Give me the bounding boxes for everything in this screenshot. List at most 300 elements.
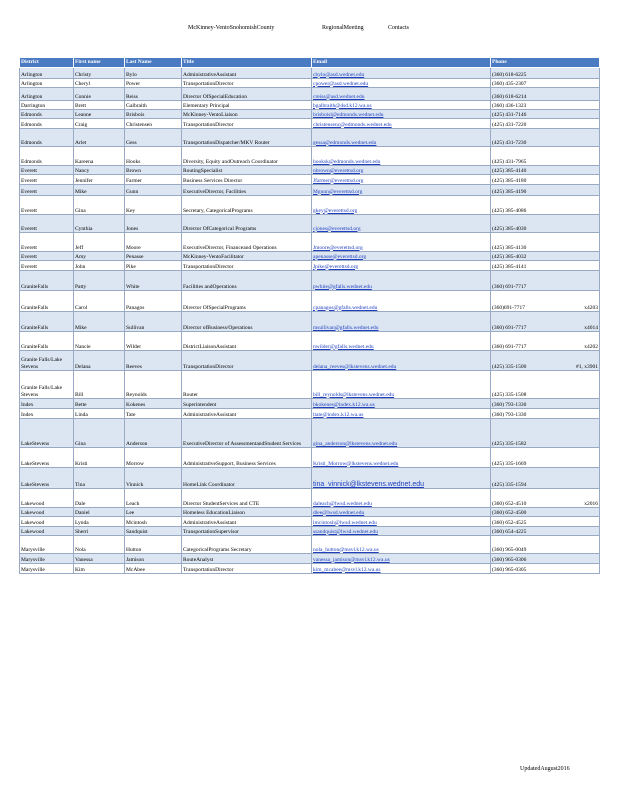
cell-email[interactable] bbox=[312, 252, 491, 261]
cell-email[interactable] bbox=[312, 119, 491, 129]
phone-number: (425) 385-4180 bbox=[492, 177, 527, 184]
cell-district: Everett bbox=[20, 252, 74, 261]
cell-last-name: Anderson bbox=[125, 419, 182, 448]
cell-title: RouteAnalyst bbox=[182, 554, 312, 564]
cell-email[interactable] bbox=[312, 79, 491, 88]
cell-last-name: Reiss bbox=[125, 88, 182, 101]
table-row bbox=[20, 175, 600, 185]
table-row bbox=[20, 554, 600, 564]
phone-number: (360) 793-1330 bbox=[492, 401, 527, 408]
cell-email[interactable] bbox=[312, 261, 491, 271]
table-row bbox=[20, 79, 600, 88]
cell-first-name: Nancy bbox=[74, 166, 125, 175]
cell-last-name: Sandquist bbox=[125, 527, 182, 536]
cell-first-name: Craig bbox=[74, 119, 125, 129]
phone-number: (360) 793-1330 bbox=[492, 411, 527, 418]
phone-number: (360) 618-6214 bbox=[492, 93, 527, 100]
cell-last-name: Gunn bbox=[125, 185, 182, 196]
phone-extension: x4203 bbox=[584, 304, 598, 311]
column-header-email: Email bbox=[312, 58, 491, 68]
cell-district: Everett bbox=[20, 196, 74, 215]
cell-email[interactable] bbox=[312, 196, 491, 215]
cell-title: Director OfCategorical Programs bbox=[182, 215, 312, 233]
phone-number: (425) 385-4032 bbox=[492, 253, 527, 260]
table-row bbox=[20, 233, 600, 252]
email-link[interactable]: lmcintosh@lwsd.wednet.edu bbox=[313, 519, 377, 526]
email-link[interactable]: brisboisl@edmonds.wednet.edu bbox=[313, 111, 384, 118]
cell-email[interactable] bbox=[312, 527, 491, 536]
cell-phone bbox=[491, 564, 600, 574]
table-row bbox=[20, 147, 600, 166]
cell-email[interactable] bbox=[312, 399, 491, 409]
cell-email[interactable] bbox=[312, 271, 491, 291]
cell-last-name: Gess bbox=[125, 129, 182, 147]
cell-email[interactable] bbox=[312, 175, 491, 185]
cell-district: Edmonds bbox=[20, 119, 74, 129]
phone-number: (425) 335-1508 bbox=[492, 391, 527, 398]
cell-first-name: Tina bbox=[74, 468, 125, 489]
cell-email[interactable] bbox=[312, 554, 491, 564]
column-header-phone: Phone bbox=[491, 58, 600, 68]
cell-title: TransportationDirector bbox=[182, 119, 312, 129]
cell-phone bbox=[491, 119, 600, 129]
cell-first-name: Kristi bbox=[74, 448, 125, 468]
email-link[interactable]: ltate@index.k12.wa.us bbox=[313, 411, 364, 418]
cell-email[interactable] bbox=[312, 101, 491, 110]
cell-first-name: Patty bbox=[74, 271, 125, 291]
cell-email[interactable] bbox=[312, 468, 491, 489]
table-row bbox=[20, 332, 600, 351]
email-link[interactable]: gessa@edmonds.wednet.edu bbox=[313, 139, 377, 146]
cell-email[interactable] bbox=[312, 409, 491, 419]
cell-phone bbox=[491, 554, 600, 564]
cell-phone bbox=[491, 527, 600, 536]
cell-last-name: Galbraith bbox=[125, 101, 182, 110]
cell-phone bbox=[491, 371, 600, 399]
phone-number: (360) 618-6225 bbox=[492, 71, 527, 78]
table-row bbox=[20, 448, 600, 468]
table-row bbox=[20, 129, 600, 147]
cell-title: DistrictLiaisonAssistant bbox=[182, 332, 312, 351]
cell-phone bbox=[491, 536, 600, 554]
cell-last-name: Vinnick bbox=[125, 468, 182, 489]
table-row bbox=[20, 419, 600, 448]
phone-number: (425) 431-7230 bbox=[492, 139, 527, 146]
cell-phone bbox=[491, 448, 600, 468]
cell-last-name: Leach bbox=[125, 489, 182, 508]
cell-phone bbox=[491, 399, 600, 409]
cell-title: TransportationDispatcher/MKV Router bbox=[182, 129, 312, 147]
cell-last-name: Tate bbox=[125, 409, 182, 419]
cell-district: GraniteFalls bbox=[20, 271, 74, 291]
email-link[interactable]: Kristi_Morrow@lkstevens.wednet.edu bbox=[313, 460, 399, 467]
phone-number: (425) 431-7220 bbox=[492, 121, 527, 128]
cell-first-name: Kareena bbox=[74, 147, 125, 166]
cell-email[interactable] bbox=[312, 291, 491, 312]
cell-title: Director ofBusiness/Operations bbox=[182, 312, 312, 332]
cell-last-name: Wilder bbox=[125, 332, 182, 351]
table-row bbox=[20, 489, 600, 508]
cell-phone bbox=[491, 147, 600, 166]
cell-last-name: Brown bbox=[125, 166, 182, 175]
email-link[interactable]: nola_hutton@msvl.k12.wa.us bbox=[313, 546, 379, 553]
email-link[interactable]: nwilder@gfalls.wednet.edu bbox=[313, 343, 374, 350]
cell-title: RoutingSpecialist bbox=[182, 166, 312, 175]
cell-title: CategoricalPrograms Secretary bbox=[182, 536, 312, 554]
cell-last-name: Farmer bbox=[125, 175, 182, 185]
cell-last-name: Reeves bbox=[125, 351, 182, 371]
cell-district: GraniteFalls bbox=[20, 312, 74, 332]
phone-number: (360) 691-7717 bbox=[492, 283, 527, 290]
phone-number: (425) 431-7146 bbox=[492, 111, 527, 118]
cell-first-name: Amy bbox=[74, 252, 125, 261]
cell-title: TransportationDirector bbox=[182, 261, 312, 271]
email-link[interactable]: Jfarmer@everettsd.org bbox=[313, 177, 364, 184]
email-link[interactable]: bkokenes@index.k12.wa.us bbox=[313, 401, 375, 408]
cell-phone bbox=[491, 129, 600, 147]
table-row bbox=[20, 271, 600, 291]
cell-district: Arlington bbox=[20, 68, 74, 79]
cell-district: Arlington bbox=[20, 79, 74, 88]
phone-number: (425) 335-1582 bbox=[492, 440, 527, 447]
cell-district: Marysville bbox=[20, 564, 74, 574]
cell-last-name: Key bbox=[125, 196, 182, 215]
cell-district: Lakewood bbox=[20, 489, 74, 508]
cell-last-name: Mcintosh bbox=[125, 517, 182, 527]
email-link[interactable]: gina_anderson@lkstevens.wednet.edu bbox=[313, 440, 398, 447]
cell-title: TransportationDirector bbox=[182, 351, 312, 371]
cell-first-name: Christy bbox=[74, 68, 125, 79]
updated-note: UpdatedAugust2016 bbox=[520, 766, 570, 772]
cell-last-name: Hooks bbox=[125, 147, 182, 166]
table-row bbox=[20, 527, 600, 536]
cell-first-name: Jennifer bbox=[74, 175, 125, 185]
phone-number: (425) 335-1669 bbox=[492, 460, 527, 467]
phone-extension: x4202 bbox=[584, 343, 598, 350]
email-link[interactable]: cjones@everettsd.org bbox=[313, 225, 361, 232]
email-link[interactable]: hooksk@edmonds.wednet.edu bbox=[313, 158, 381, 165]
cell-email[interactable] bbox=[312, 489, 491, 508]
email-link[interactable]: kim_mcabee@msvl.k12.wa.us bbox=[313, 566, 381, 573]
phone-extension: x4014 bbox=[584, 324, 598, 331]
cell-first-name: Brett bbox=[74, 101, 125, 110]
cell-last-name: Hutton bbox=[125, 536, 182, 554]
phone-number: (425) 431-7965 bbox=[492, 158, 527, 165]
cell-phone bbox=[491, 110, 600, 119]
phone-number: (425) 385-4130 bbox=[492, 244, 527, 251]
email-link[interactable]: cpower@asd.wednet.edu bbox=[313, 80, 369, 87]
phone-number: (360) 652-4500 bbox=[492, 509, 527, 516]
cell-last-name: Penasse bbox=[125, 252, 182, 261]
table-row bbox=[20, 351, 600, 371]
email-link[interactable]: msullivan@gfalls.wednet.edu bbox=[313, 324, 379, 331]
cell-title: Facilities andOperations bbox=[182, 271, 312, 291]
email-link[interactable]: cbylo@asd.wednet.edu bbox=[313, 71, 365, 78]
phone-number: (425) 385-4141 bbox=[492, 263, 527, 270]
cell-email[interactable] bbox=[312, 564, 491, 574]
cell-email[interactable] bbox=[312, 88, 491, 101]
cell-email[interactable] bbox=[312, 233, 491, 252]
cell-phone bbox=[491, 175, 600, 185]
cell-first-name: Leanne bbox=[74, 110, 125, 119]
email-link[interactable]: Mgunn@everettsd.org bbox=[313, 188, 363, 195]
email-link[interactable]: vanessa_jamison@msvl.k12.wa.us bbox=[313, 556, 390, 563]
header-meeting: RegionalMeeting bbox=[322, 25, 364, 31]
cell-title: Director OfSpecialEducation bbox=[182, 88, 312, 101]
cell-phone bbox=[491, 233, 600, 252]
cell-phone bbox=[491, 409, 600, 419]
cell-email[interactable] bbox=[312, 332, 491, 351]
cell-email[interactable] bbox=[312, 129, 491, 147]
table-row bbox=[20, 110, 600, 119]
cell-phone bbox=[491, 312, 600, 332]
phone-number: (360) 652-4525 bbox=[492, 519, 527, 526]
table-row bbox=[20, 196, 600, 215]
cell-district: LakeStevens bbox=[20, 468, 74, 489]
cell-first-name: Sherri bbox=[74, 527, 125, 536]
cell-last-name: Power bbox=[125, 79, 182, 88]
cell-phone bbox=[491, 252, 600, 261]
cell-email[interactable] bbox=[312, 215, 491, 233]
cell-district: LakeStevens bbox=[20, 419, 74, 448]
table-row bbox=[20, 399, 600, 409]
cell-phone bbox=[491, 468, 600, 489]
cell-first-name: John bbox=[74, 261, 125, 271]
cell-last-name: Jones bbox=[125, 215, 182, 233]
cell-last-name: Panagos bbox=[125, 291, 182, 312]
cell-phone bbox=[491, 68, 600, 79]
cell-phone bbox=[491, 351, 600, 371]
table-row bbox=[20, 371, 600, 399]
table-row bbox=[20, 536, 600, 554]
cell-title: AdministrativeAssistant bbox=[182, 68, 312, 79]
cell-phone bbox=[491, 215, 600, 233]
phone-number: (425) 335-1500 bbox=[492, 363, 527, 370]
column-header-district: District bbox=[20, 58, 74, 68]
cell-district: Granite Falls/Lake Stevens bbox=[20, 351, 74, 371]
table-row bbox=[20, 119, 600, 129]
table-row bbox=[20, 252, 600, 261]
cell-first-name: Arlet bbox=[74, 129, 125, 147]
phone-number: (360) 965-0305 bbox=[492, 566, 527, 573]
cell-title: TransportationSupervisor bbox=[182, 527, 312, 536]
phone-number: (360) 652-4510 bbox=[492, 500, 527, 507]
cell-first-name: Nancie bbox=[74, 332, 125, 351]
cell-email[interactable] bbox=[312, 517, 491, 527]
cell-email[interactable] bbox=[312, 166, 491, 175]
phone-extension: #1, x3901 bbox=[576, 363, 598, 370]
cell-district: Everett bbox=[20, 261, 74, 271]
cell-district: LakeStevens bbox=[20, 448, 74, 468]
email-link[interactable]: dlee@lwsd.wednet.edu bbox=[313, 509, 365, 516]
cell-last-name: White bbox=[125, 271, 182, 291]
email-link[interactable]: bill_reynolds@lkstevens.wednet.edu bbox=[313, 391, 395, 398]
email-link[interactable]: cpanagos@gfalls.wednet.edu bbox=[313, 304, 378, 311]
email-link[interactable]: Jpike@everettsd.org bbox=[313, 263, 359, 270]
cell-last-name: Christensen bbox=[125, 119, 182, 129]
cell-first-name: Bill bbox=[74, 371, 125, 399]
cell-title: McKinney-VentoLiaison bbox=[182, 110, 312, 119]
cell-last-name: Reynolds bbox=[125, 371, 182, 399]
cell-email[interactable] bbox=[312, 312, 491, 332]
cell-district: Index bbox=[20, 409, 74, 419]
cell-first-name: Connie bbox=[74, 88, 125, 101]
contacts-table bbox=[19, 57, 600, 574]
cell-title: ExecutiveDirector, Facilities bbox=[182, 185, 312, 196]
cell-title: Homeless EducationLiaison bbox=[182, 508, 312, 517]
phone-number: (425) 385-4086 bbox=[492, 207, 527, 214]
cell-email[interactable] bbox=[312, 68, 491, 79]
cell-first-name: Delana bbox=[74, 351, 125, 371]
table-row bbox=[20, 185, 600, 196]
table-row bbox=[20, 68, 600, 79]
cell-last-name: Sullivan bbox=[125, 312, 182, 332]
email-link[interactable]: christensenc@edmonds.wednet.edu bbox=[313, 121, 392, 128]
cell-first-name: Mike bbox=[74, 312, 125, 332]
table-row bbox=[20, 88, 600, 101]
cell-first-name: Dale bbox=[74, 489, 125, 508]
email-link[interactable]: Jmoore@everettsd.org bbox=[313, 244, 363, 251]
cell-phone bbox=[491, 79, 600, 88]
cell-district: Darrington bbox=[20, 101, 74, 110]
cell-title: TransportationDirector bbox=[182, 564, 312, 574]
cell-phone bbox=[491, 261, 600, 271]
phone-number: (360) 691-7717 bbox=[492, 343, 527, 350]
header-county: McKinney-VentoSnohomishCounty bbox=[188, 25, 275, 31]
cell-phone bbox=[491, 185, 600, 196]
cell-title: AdministrativeSupport, Business Services bbox=[182, 448, 312, 468]
phone-number: (425) 385-4140 bbox=[492, 167, 527, 174]
cell-email[interactable] bbox=[312, 147, 491, 166]
email-link[interactable]: bgalbraith@dsd.k12.wa.us bbox=[313, 102, 372, 109]
cell-first-name: Daniel bbox=[74, 508, 125, 517]
cell-last-name: Moore bbox=[125, 233, 182, 252]
cell-email[interactable] bbox=[312, 508, 491, 517]
cell-email[interactable] bbox=[312, 371, 491, 399]
cell-last-name: Bylo bbox=[125, 68, 182, 79]
cell-title: Director StudentServices and CTE bbox=[182, 489, 312, 508]
header-contacts: Contacts bbox=[388, 25, 409, 31]
cell-first-name: Carol bbox=[74, 291, 125, 312]
cell-district: Granite Falls/Lake Stevens bbox=[20, 371, 74, 399]
cell-email[interactable] bbox=[312, 185, 491, 196]
cell-district: Lakewood bbox=[20, 508, 74, 517]
cell-email[interactable] bbox=[312, 536, 491, 554]
document-header bbox=[0, 25, 618, 37]
cell-district: Lakewood bbox=[20, 527, 74, 536]
cell-last-name: McAbee bbox=[125, 564, 182, 574]
cell-phone bbox=[491, 508, 600, 517]
cell-first-name: Jeff bbox=[74, 233, 125, 252]
email-link[interactable]: tina_vinnick@lkstevens.wednet.edu bbox=[313, 480, 425, 488]
email-link[interactable]: gkey@everettsd.org bbox=[313, 207, 358, 214]
cell-title: Secretary, CategoricalPrograms bbox=[182, 196, 312, 215]
cell-title: HomeLink Coordinator bbox=[182, 468, 312, 489]
cell-first-name: Kim bbox=[74, 564, 125, 574]
cell-email[interactable] bbox=[312, 110, 491, 119]
cell-email[interactable] bbox=[312, 448, 491, 468]
table-row bbox=[20, 166, 600, 175]
phone-number: (425) 385-4190 bbox=[492, 188, 527, 195]
cell-phone bbox=[491, 489, 600, 508]
cell-district: Everett bbox=[20, 166, 74, 175]
email-link[interactable]: daleach@lwsd.wednet.edu bbox=[313, 500, 372, 507]
table-row bbox=[20, 517, 600, 527]
cell-title: ExecutiveDirector, Financeand Operations bbox=[182, 233, 312, 252]
cell-phone bbox=[491, 166, 600, 175]
cell-phone bbox=[491, 88, 600, 101]
cell-district: Index bbox=[20, 399, 74, 409]
table-header-row bbox=[20, 58, 600, 68]
cell-last-name: Kokenes bbox=[125, 399, 182, 409]
cell-last-name: Brisbois bbox=[125, 110, 182, 119]
cell-district: Edmonds bbox=[20, 129, 74, 147]
cell-phone bbox=[491, 101, 600, 110]
cell-title: Elementary Principal bbox=[182, 101, 312, 110]
table-row bbox=[20, 291, 600, 312]
cell-first-name: Bette bbox=[74, 399, 125, 409]
cell-district: GraniteFalls bbox=[20, 291, 74, 312]
phone-number: (360) 965-0049 bbox=[492, 546, 527, 553]
cell-first-name: Cheryl bbox=[74, 79, 125, 88]
table-row bbox=[20, 101, 600, 110]
cell-first-name: Nola bbox=[74, 536, 125, 554]
email-link[interactable]: nbrown@everettsd.org bbox=[313, 167, 364, 174]
email-link[interactable]: ssandquist@lwsd.wednet.edu bbox=[313, 528, 378, 535]
email-link[interactable]: delana_reeves@lkstevens.wednet.edu bbox=[313, 363, 397, 370]
cell-email[interactable] bbox=[312, 351, 491, 371]
cell-first-name: Lynda bbox=[74, 517, 125, 527]
column-header-first-name: First name bbox=[74, 58, 125, 68]
cell-phone bbox=[491, 517, 600, 527]
cell-phone bbox=[491, 196, 600, 215]
cell-district: Everett bbox=[20, 215, 74, 233]
cell-district: Lakewood bbox=[20, 517, 74, 527]
cell-district: Edmonds bbox=[20, 110, 74, 119]
email-link[interactable]: creiss@asd.wednet.edu bbox=[313, 93, 365, 100]
table-row bbox=[20, 409, 600, 419]
cell-email[interactable] bbox=[312, 419, 491, 448]
table-row bbox=[20, 508, 600, 517]
cell-first-name: Gina bbox=[74, 419, 125, 448]
cell-last-name: Morrow bbox=[125, 448, 182, 468]
cell-title: Router bbox=[182, 371, 312, 399]
cell-district: Marysville bbox=[20, 554, 74, 564]
email-link[interactable]: apenasse@everettsd.org bbox=[313, 253, 367, 260]
phone-number: (425) 335-1594 bbox=[492, 481, 527, 488]
table-row bbox=[20, 261, 600, 271]
email-link[interactable]: pwhite@gfalls.wednet.edu bbox=[313, 283, 372, 290]
phone-number: (360) 654-4225 bbox=[492, 528, 527, 535]
cell-first-name: Gina bbox=[74, 196, 125, 215]
phone-number: (360) 435-2307 bbox=[492, 80, 527, 87]
cell-district: Edmonds bbox=[20, 147, 74, 166]
cell-phone bbox=[491, 291, 600, 312]
phone-number: (360)691-7717 bbox=[492, 304, 525, 311]
cell-title: Business Services Director bbox=[182, 175, 312, 185]
cell-district: Everett bbox=[20, 185, 74, 196]
cell-last-name: Pike bbox=[125, 261, 182, 271]
cell-phone bbox=[491, 332, 600, 351]
cell-title: AdministrativeAssistant bbox=[182, 409, 312, 419]
cell-title: ExecutiveDirector of AssessmentandStudent Services bbox=[182, 419, 312, 448]
cell-phone bbox=[491, 271, 600, 291]
table-row bbox=[20, 215, 600, 233]
table-row bbox=[20, 468, 600, 489]
cell-last-name: Jamison bbox=[125, 554, 182, 564]
cell-district: GraniteFalls bbox=[20, 332, 74, 351]
phone-number: (360) 436-1323 bbox=[492, 102, 527, 109]
